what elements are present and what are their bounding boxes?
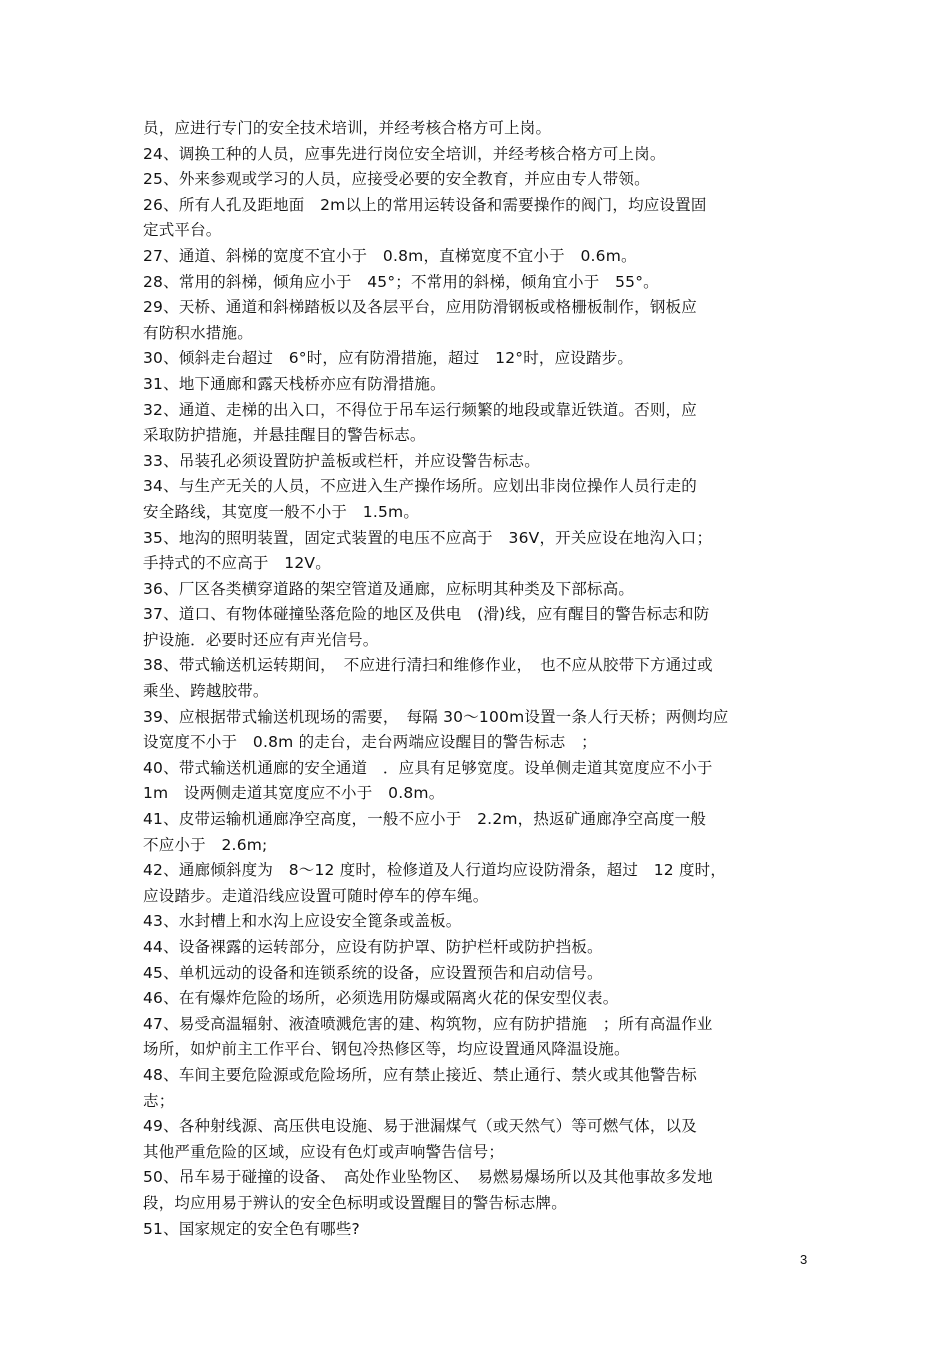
text-line: 51、国家规定的安全色有哪些? (143, 1219, 360, 1238)
text-line: 应设踏步。走道沿线应设置可随时停车的停车绳。 (143, 886, 489, 905)
text-line: 43、水封槽上和水沟上应设安全篦条或盖板。 (143, 912, 462, 931)
text-line: 32、通道、走梯的出入口，不得位于吊车运行频繁的地段或靠近铁道。否则，应 (143, 400, 697, 419)
text-line: 27、通道、斜梯的宽度不宜小于 0.8m，直梯宽度不宜小于 0.6m。 (143, 246, 637, 265)
text-line: 30、倾斜走台超过 6°时，应有防滑措施，超过 12°时，应设踏步。 (143, 349, 634, 368)
text-body (143, 116, 813, 1242)
text-line: 31、地下通廊和露天栈桥亦应有防滑措施。 (143, 374, 446, 393)
text-line: 其他严重危险的区域，应设有色灯或声响警告信号； (143, 1142, 505, 1161)
text-line: 手持式的不应高于 12V。 (143, 554, 331, 573)
text-line: 45、单机远动的设备和连锁系统的设备，应设置预告和启动信号。 (143, 963, 603, 982)
text-line: 28、常用的斜梯，倾角应小于 45°；不常用的斜梯，倾角宜小于 55°。 (143, 272, 659, 291)
page-number: 3 (800, 1252, 808, 1267)
text-line: 定式平台。 (143, 221, 222, 240)
text-line: 护设施．必要时还应有声光信号。 (143, 630, 379, 649)
text-line: 36、厂区各类横穿道路的架空管道及通廊，应标明其种类及下部标高。 (143, 579, 635, 598)
text-line: 26、所有人孔及距地面 2m以上的常用运转设备和需要操作的阀门，均应设置固 (143, 195, 707, 214)
text-line: 44、设备裸露的运转部分，应设有防护罩、防护栏杆或防护挡板。 (143, 938, 603, 956)
text-line: 34、与生产无关的人员，不应进入生产操作场所。应划出非岗位操作人员行走的 (143, 477, 697, 496)
text-line: 安全路线，其宽度一般不小于 1.5m。 (143, 502, 420, 521)
text-line: 47、易受高温辐射、液渣喷溅危害的建、构筑物，应有防护措施 ；所有高温作业 (143, 1014, 713, 1033)
text-line: 采取防护措施，并悬挂醒目的警告标志。 (143, 426, 426, 445)
text-line: 不应小于 2.6m; (143, 835, 268, 854)
text-line: 25、外来参观或学习的人员，应接受必要的安全教育，并应由专人带领。 (143, 170, 650, 189)
text-line: 42、通廊倾斜度为 8～12 度时，检修道及人行道均应设防滑条，超过 12 度时， (143, 861, 727, 880)
text-line: 37、道口、有物体碰撞坠落危险的地区及供电 (滑)线，应有醒目的警告标志和防 (143, 605, 710, 624)
text-line: 33、吊装孔必须设置防护盖板或栏杆，并应设警告标志。 (143, 451, 540, 470)
text-line: 乘坐、跨越胶带。 (143, 682, 269, 701)
text-line: 48、车间主要危险源或危险场所，应有禁止接近、禁止通行、禁火或其他警告标 (143, 1065, 697, 1084)
text-line: 39、应根据带式输送机现场的需要， 每隔 30～100m设置一条人行天桥；两侧均应 (143, 707, 729, 726)
text-line: 50、吊车易于碰撞的设备、 高处作业坠物区、 易燃易爆场所以及其他事故多发地 (143, 1168, 713, 1187)
text-line: 41、皮带运输机通廊净空高度，一般不应小于 2.2m，热返矿通廊净空高度一般 (143, 810, 707, 829)
text-line: 38、带式输送机运转期间， 不应进行清扫和维修作业， 也不应从胶带下方通过或 (143, 656, 713, 675)
text-line: 段，均应用易于辨认的安全色标明或设置醒目的警告标志牌。 (143, 1193, 567, 1212)
text-line: 有防积水措施。 (143, 323, 253, 342)
text-line: 40、带式输送机通廊的安全通道 ．应具有足够宽度。设单侧走道其宽度应不小于 (143, 758, 713, 777)
text-line: 46、在有爆炸危险的场所，必须选用防爆或隔离火花的保安型仪表。 (143, 989, 619, 1008)
text-line: 49、各种射线源、高压供电设施、易于泄漏煤气（或天然气）等可燃气体，以及 (143, 1117, 697, 1136)
text-line: 29、天桥、通道和斜梯踏板以及各层平台，应用防滑钢板或格栅板制作，钢板应 (143, 298, 697, 317)
text-line: 设宽度不小于 0.8m 的走台，走台两端应设醒目的警告标志 ； (143, 733, 597, 752)
text-line: 24、调换工种的人员，应事先进行岗位安全培训，并经考核合格方可上岗。 (143, 144, 666, 163)
text-line: 场所，如炉前主工作平台、钢包冷热修区等，均应设置通风降温设施。 (143, 1040, 630, 1059)
text-line: 员，应进行专门的安全技术培训，并经考核合格方可上岗。 (143, 119, 552, 137)
text-line: 1m 设两侧走道其宽度应不小于 0.8m。 (143, 784, 445, 803)
text-line: 35、地沟的照明装置，固定式装置的电压不应高于 36V，开关应设在地沟入口； (143, 528, 713, 547)
text-line: 志； (143, 1091, 175, 1110)
